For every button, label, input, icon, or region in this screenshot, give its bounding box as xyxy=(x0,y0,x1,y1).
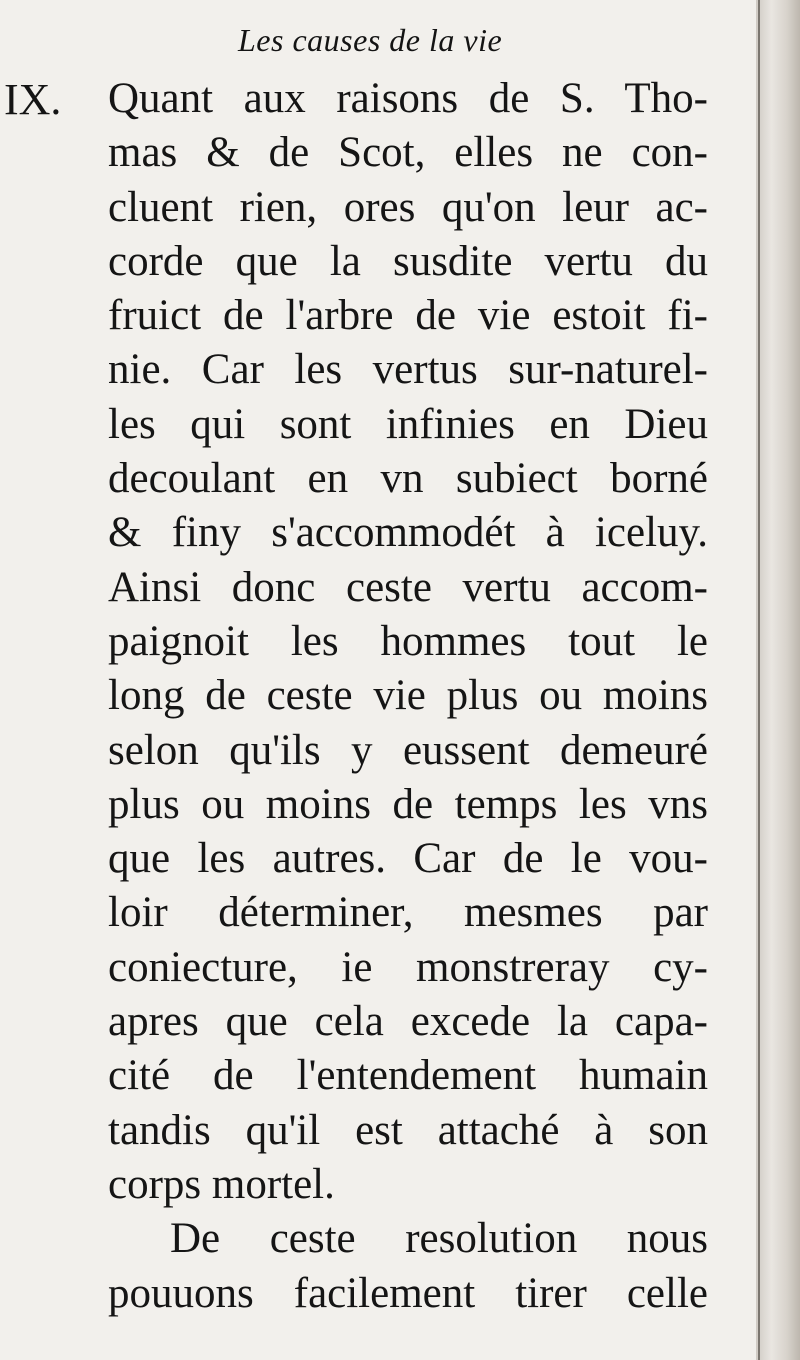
text-line: selon qu'ils y eussent demeuré xyxy=(108,726,708,774)
paragraph xyxy=(108,1212,708,1321)
text-line: les qui sont infinies en Dieu xyxy=(108,400,708,448)
text-line: loir déterminer, mesmes par xyxy=(108,889,708,937)
text-line: paignoit les hommes tout le xyxy=(108,617,708,665)
text-line: plus ou moins de temps les vns xyxy=(108,780,708,828)
text-line: corde que la susdite vertu du xyxy=(108,237,708,285)
text-line: decoulant en vn subiect borné xyxy=(108,455,708,503)
text-line: tandis qu'il est attaché à son xyxy=(108,1106,708,1154)
page-binding-edge xyxy=(756,0,800,1360)
text-line: De ceste resolution nous xyxy=(170,1215,708,1263)
text-line: Quant aux raisons de S. Tho- xyxy=(108,75,708,122)
text-line: cluent rien, ores qu'on leur ac- xyxy=(108,183,708,231)
text-line: corps mortel. xyxy=(108,1160,335,1208)
text-line: nie. Car les vertus sur-naturel- xyxy=(108,346,708,394)
text-line: coniecture, ie monstreray cy- xyxy=(108,943,708,991)
text-line: apres que cela excede la capa- xyxy=(108,998,708,1046)
text-line: cité de l'entendement humain xyxy=(108,1052,708,1100)
text-line: pouuons facilement tirer celle xyxy=(108,1269,708,1317)
page-edge-line xyxy=(758,0,760,1360)
running-head: Les causes de la vie xyxy=(238,22,503,58)
text-line: long de ceste vie plus ou moins xyxy=(108,672,708,720)
text-line: fruict de l'arbre de vie estoit fi- xyxy=(108,292,708,340)
marginal-section-number: IX. xyxy=(4,75,62,124)
paragraph xyxy=(108,72,708,1212)
text-line: Ainsi donc ceste vertu accom- xyxy=(108,563,708,611)
text-line: & finy s'accommodét à iceluy. xyxy=(108,509,708,557)
text-line: que les autres. Car de le vou- xyxy=(108,835,708,883)
text-line: mas & de Scot, elles ne con- xyxy=(108,129,708,177)
body-text xyxy=(108,72,708,1321)
